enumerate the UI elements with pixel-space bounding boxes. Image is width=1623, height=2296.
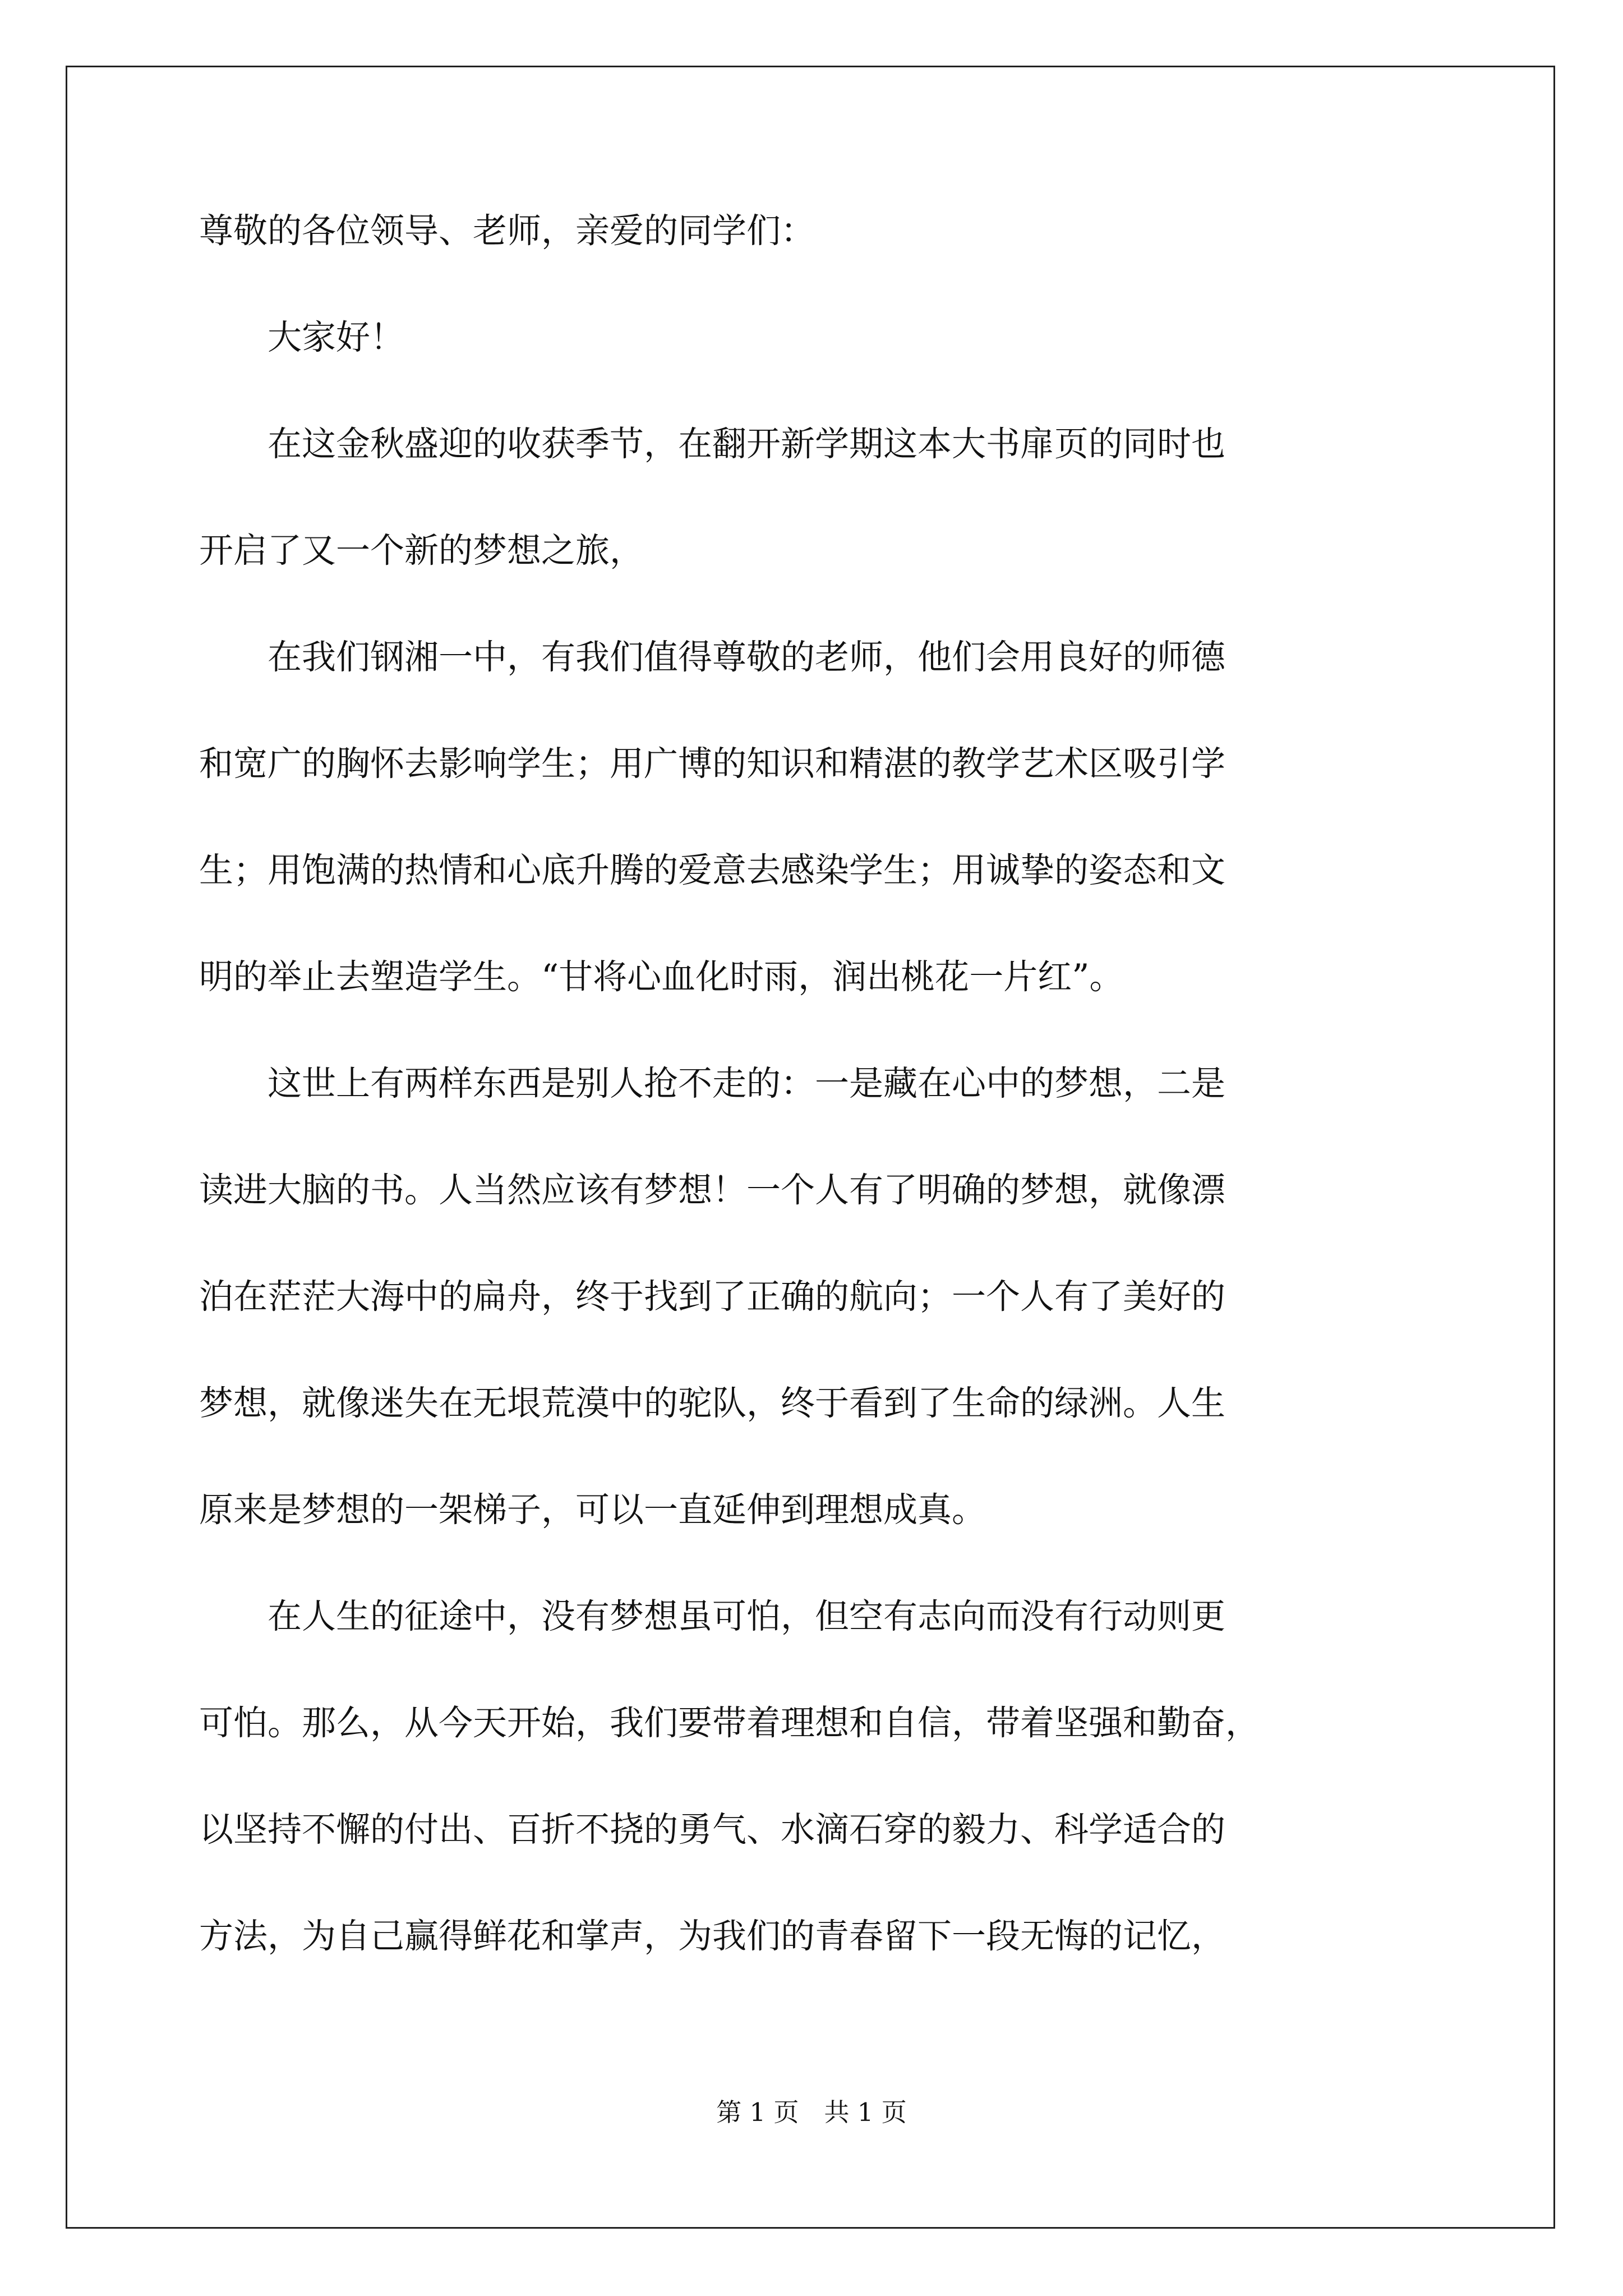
salutation-line: 尊敬的各位领导、老师，亲爱的同学们： — [199, 211, 815, 251]
text-line: 以坚持不懈的付出、百折不挠的勇气、水滴石穿的毅力、科学适合的 — [199, 1810, 1226, 1849]
greeting-line: 大家好！ — [199, 318, 405, 357]
text-line: 原来是梦想的一架梯子，可以一直延伸到理想成真。 — [199, 1490, 986, 1530]
text-line: 可怕。那么，从今天开始，我们要带着理想和自信，带着坚强和勤奋， — [199, 1703, 1260, 1743]
text-line: 泊在茫茫大海中的扁舟，终于找到了正确的航向；一个人有了美好的 — [199, 1277, 1226, 1317]
document-body — [199, 213, 1447, 1954]
page-number-footer: 第 1 页 共 1 页 — [716, 2097, 907, 2127]
text-line: 在人生的征途中，没有梦想虽可怕，但空有志向而没有行动则更 — [199, 1596, 1226, 1636]
text-line: 开启了又一个新的梦想之旅， — [199, 531, 644, 570]
text-line: 梦想，就像迷失在无垠荒漠中的驼队，终于看到了生命的绿洲。人生 — [199, 1383, 1226, 1423]
text-line: 在我们钢湘一中，有我们值得尊敬的老师，他们会用良好的师德 — [199, 637, 1226, 677]
text-line: 生；用饱满的热情和心底升腾的爱意去感染学生；用诚挚的姿态和文 — [199, 850, 1226, 890]
text-line: 在这金秋盛迎的收获季节，在翻开新学期这本大书扉页的同时也 — [199, 424, 1226, 464]
text-line: 明的举止去塑造学生。“甘将心血化时雨，润出桃花一片红”。 — [199, 957, 1124, 997]
text-line: 读进大脑的书。人当然应该有梦想！一个人有了明确的梦想，就像漂 — [199, 1170, 1226, 1210]
text-line: 和宽广的胸怀去影响学生；用广博的知识和精湛的教学艺术区吸引学 — [199, 744, 1226, 784]
text-line: 方法，为自己赢得鲜花和掌声，为我们的青春留下一段无悔的记忆， — [199, 1916, 1226, 1956]
text-line: 这世上有两样东西是别人抢不走的：一是藏在心中的梦想，二是 — [199, 1064, 1226, 1103]
